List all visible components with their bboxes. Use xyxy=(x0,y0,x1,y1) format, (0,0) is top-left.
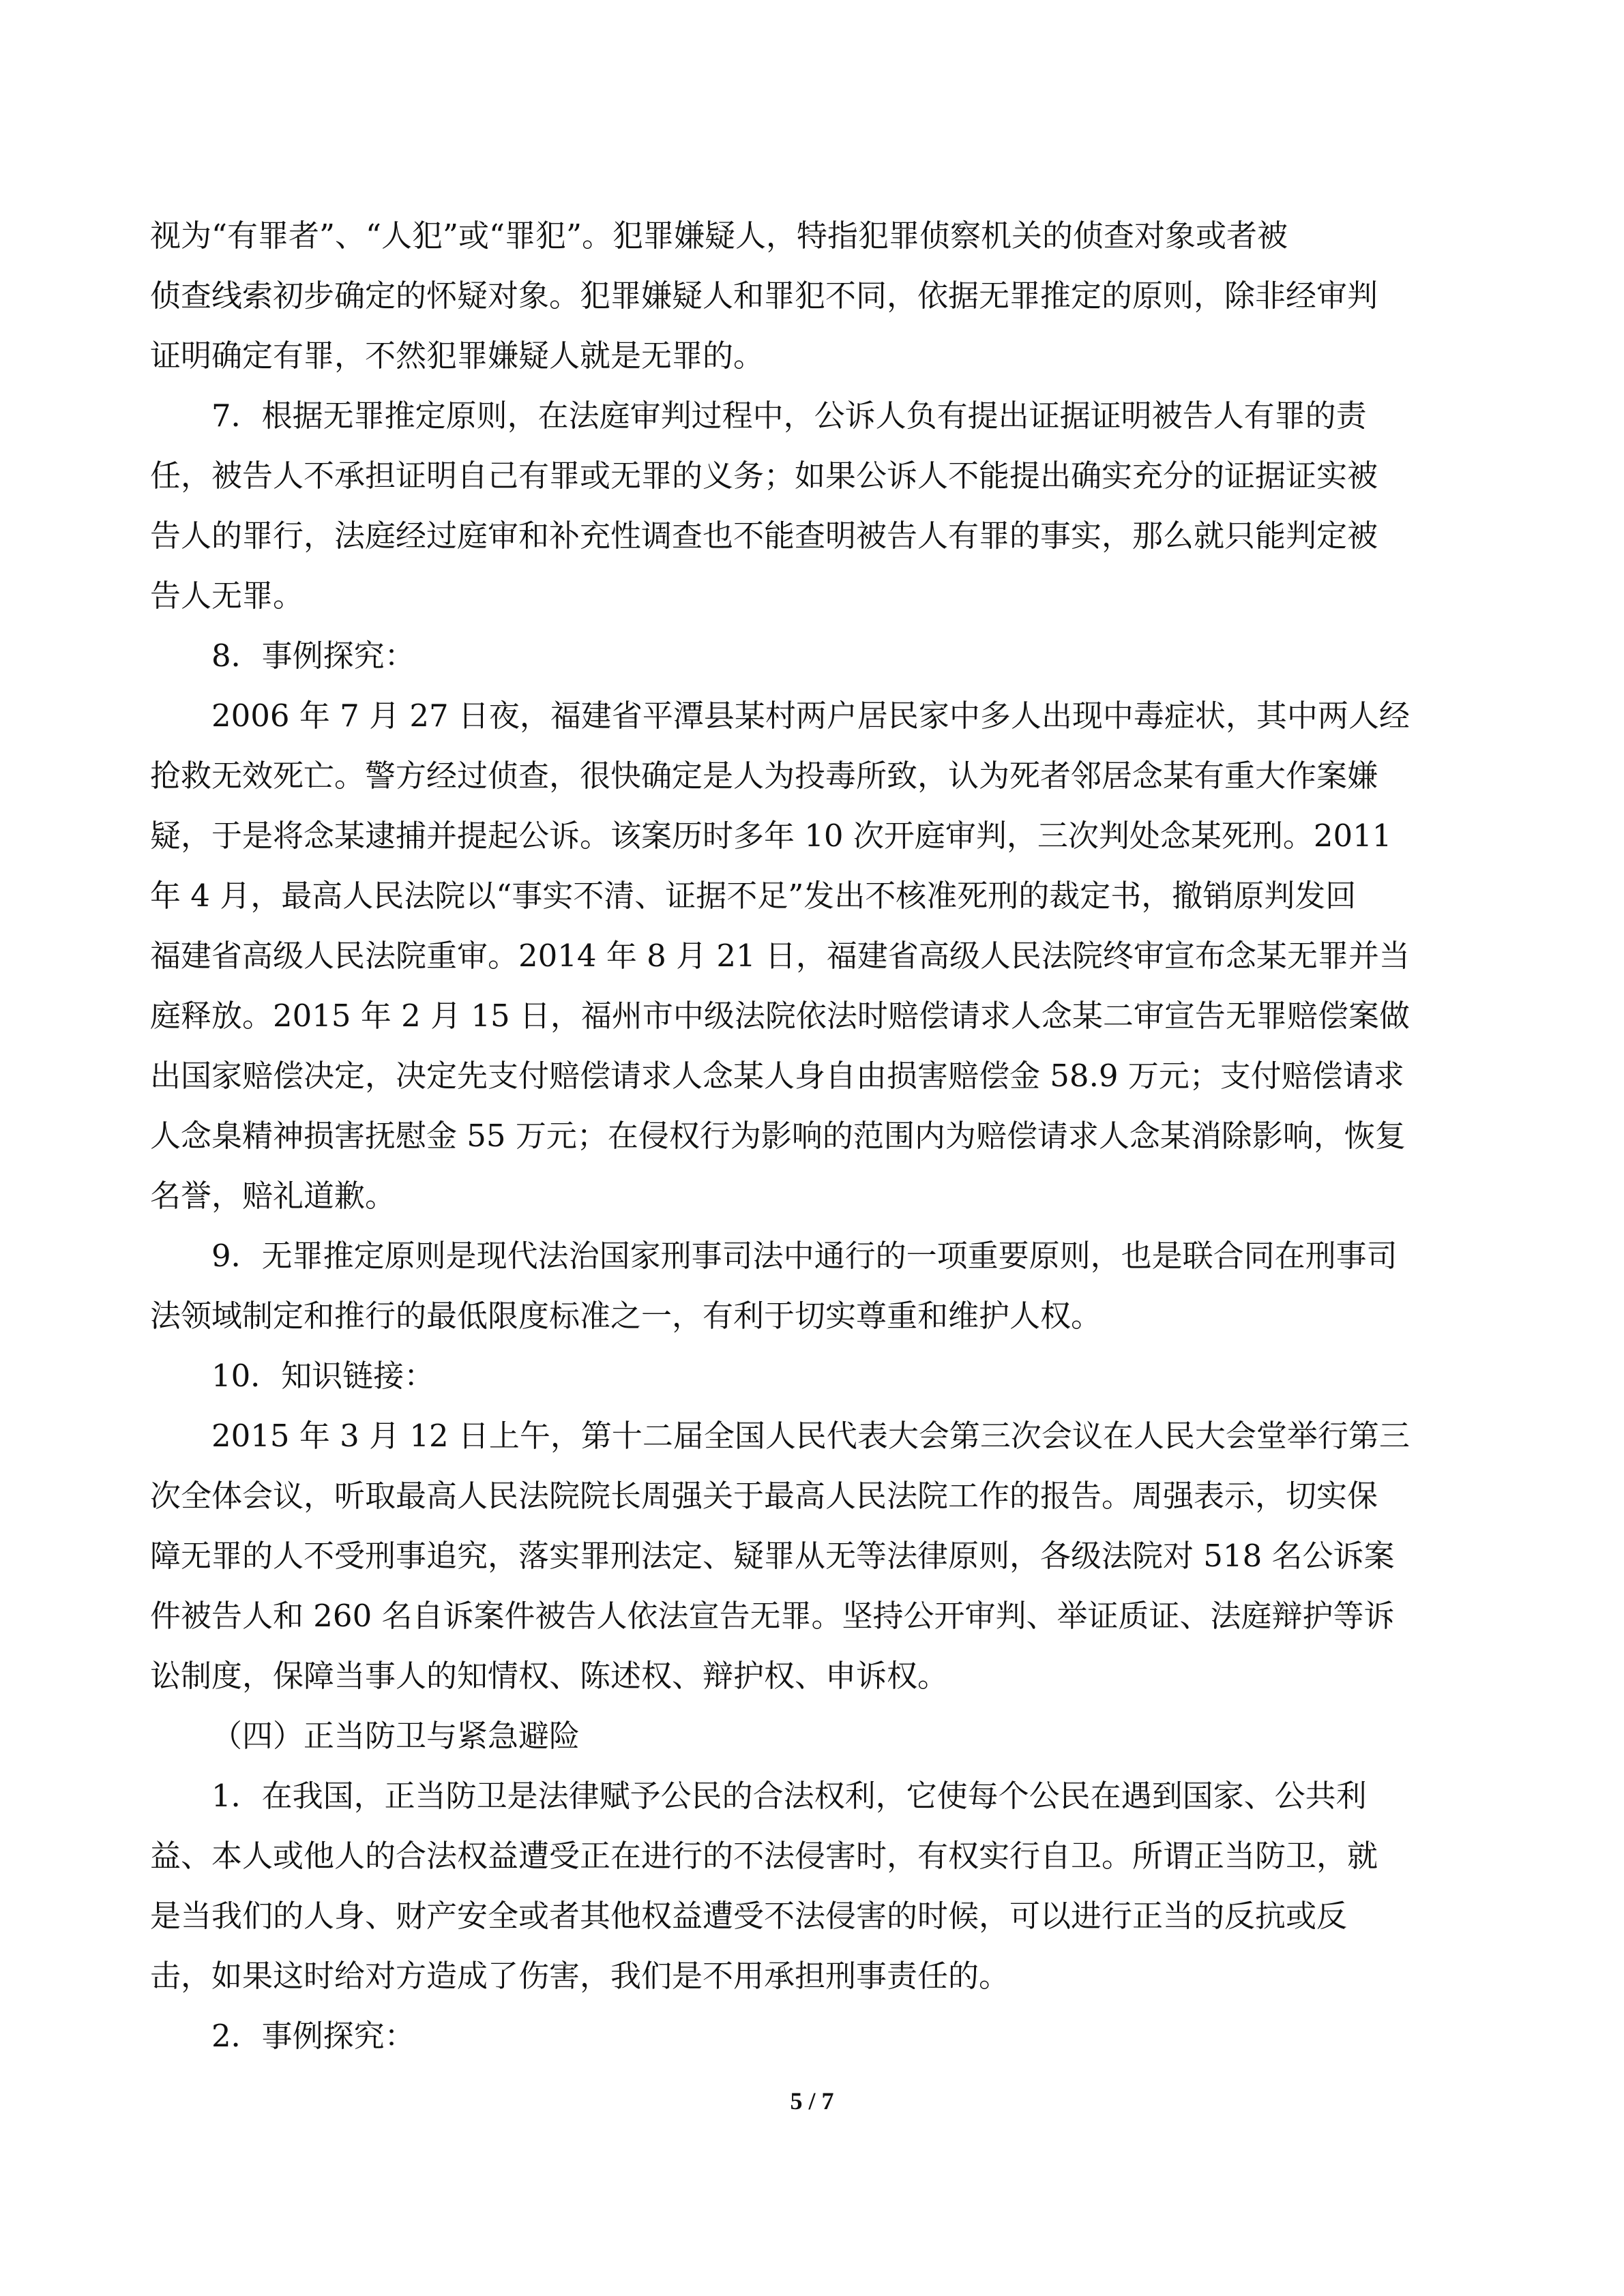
text-line: 益、本人或他人的合法权益遭受正在进行的不法侵害时，有权实行自卫。所谓正当防卫，就 xyxy=(150,1838,1378,1874)
text-line: 1．在我国，正当防卫是法律赋予公民的合法权利，它使每个公民在遇到国家、公共利 xyxy=(211,1778,1367,1814)
text-line: 人念臬精神损害抚慰金 55 万元；在侵权行为影响的范围内为赔偿请求人念某消除影响，恢复 xyxy=(150,1118,1406,1154)
text-line: 抢救无效死亡。警方经过侦查，很快确定是人为投毒所致，认为死者邻居念某有重大作案嫌 xyxy=(150,758,1378,794)
text-line: 庭释放。2015 年 2 月 15 日，福州市中级法院依法时赔偿请求人念某二审宣告无罪赔偿案做 xyxy=(150,998,1410,1034)
text-line: 疑，于是将念某逮捕并提起公诉。该案历时多年 10 次开庭审判，三次判处念某死刑。2011 xyxy=(150,818,1392,854)
text-line: 是当我们的人身、财产安全或者其他权益遭受不法侵害的时候，可以进行正当的反抗或反 xyxy=(150,1898,1348,1934)
text-line: 证明确定有罪，不然犯罪嫌疑人就是无罪的。 xyxy=(150,338,765,374)
page-number: 5 / 7 xyxy=(790,2087,834,2115)
text-line: 9．无罪推定原则是现代法治国家刑事司法中通行的一项重要原则，也是联合同在刑事司 xyxy=(211,1238,1398,1274)
text-line: 次全体会议，听取最高人民法院院长周强关于最高人民法院工作的报告。周强表示，切实保 xyxy=(150,1478,1378,1514)
section-heading: （四）正当防卫与紧急避险 xyxy=(211,1718,580,1754)
section-heading: 2．事例探究： xyxy=(211,2018,415,2054)
text-line: 告人的罪行，法庭经过庭审和补充性调查也不能查明被告人有罪的事实，那么就只能判定被 xyxy=(150,518,1378,554)
text-line: 障无罪的人不受刑事追究，落实罪刑法定、疑罪从无等法律原则，各级法院对 518 名公诉案 xyxy=(150,1538,1395,1574)
text-line: 2015 年 3 月 12 日上午，第十二届全国人民代表大会第三次会议在人民大会堂举行第三 xyxy=(211,1418,1410,1454)
text-line: 讼制度，保障当事人的知情权、陈述权、辩护权、申诉权。 xyxy=(150,1658,949,1694)
text-line: 7．根据无罪推定原则，在法庭审判过程中，公诉人负有提出证据证明被告人有罪的责 xyxy=(211,398,1367,434)
text-line: 名誉，赔礼道歉。 xyxy=(150,1178,396,1214)
text-line: 福建省高级人民法院重审。2014 年 8 月 21 日，福建省高级人民法院终审宣布念某无罪并当 xyxy=(150,938,1410,974)
section-heading: 10．知识链接： xyxy=(211,1358,435,1394)
section-heading: 8．事例探究： xyxy=(211,638,415,674)
text-line: 法领域制定和推行的最低限度标准之一，有利于切实尊重和维护人权。 xyxy=(150,1298,1102,1334)
text-line: 件被告人和 260 名自诉案件被告人依法宣告无罪。坚持公开审判、举证质证、法庭辩护等诉 xyxy=(150,1598,1395,1634)
text-line: 告人无罪。 xyxy=(150,578,304,614)
text-line: 2006 年 7 月 27 日夜，福建省平潭县某村两户居民家中多人出现中毒症状，其中两人经 xyxy=(211,698,1410,734)
text-line: 任，被告人不承担证明自己有罪或无罪的义务；如果公诉人不能提出确实充分的证据证实被 xyxy=(150,458,1378,494)
text-line: 侦查线索初步确定的怀疑对象。犯罪嫌疑人和罪犯不同，依据无罪推定的原则，除非经审判 xyxy=(150,278,1378,314)
text-line: 击，如果这时给对方造成了伤害，我们是不用承担刑事责任的。 xyxy=(150,1958,1010,1994)
text-line: 出国家赔偿决定，决定先支付赔偿请求人念某人身自由损害赔偿金 58.9 万元；支付赔偿请求 xyxy=(150,1058,1404,1094)
text-line: 视为“有罪者”、“人犯”或“罪犯”。犯罪嫌疑人，特指犯罪侦察机关的侦查对象或者被 xyxy=(150,218,1288,254)
text-line: 年 4 月，最高人民法院以“事实不清、证据不足”发出不核准死刑的裁定书，撤销原判发回 xyxy=(150,878,1357,914)
